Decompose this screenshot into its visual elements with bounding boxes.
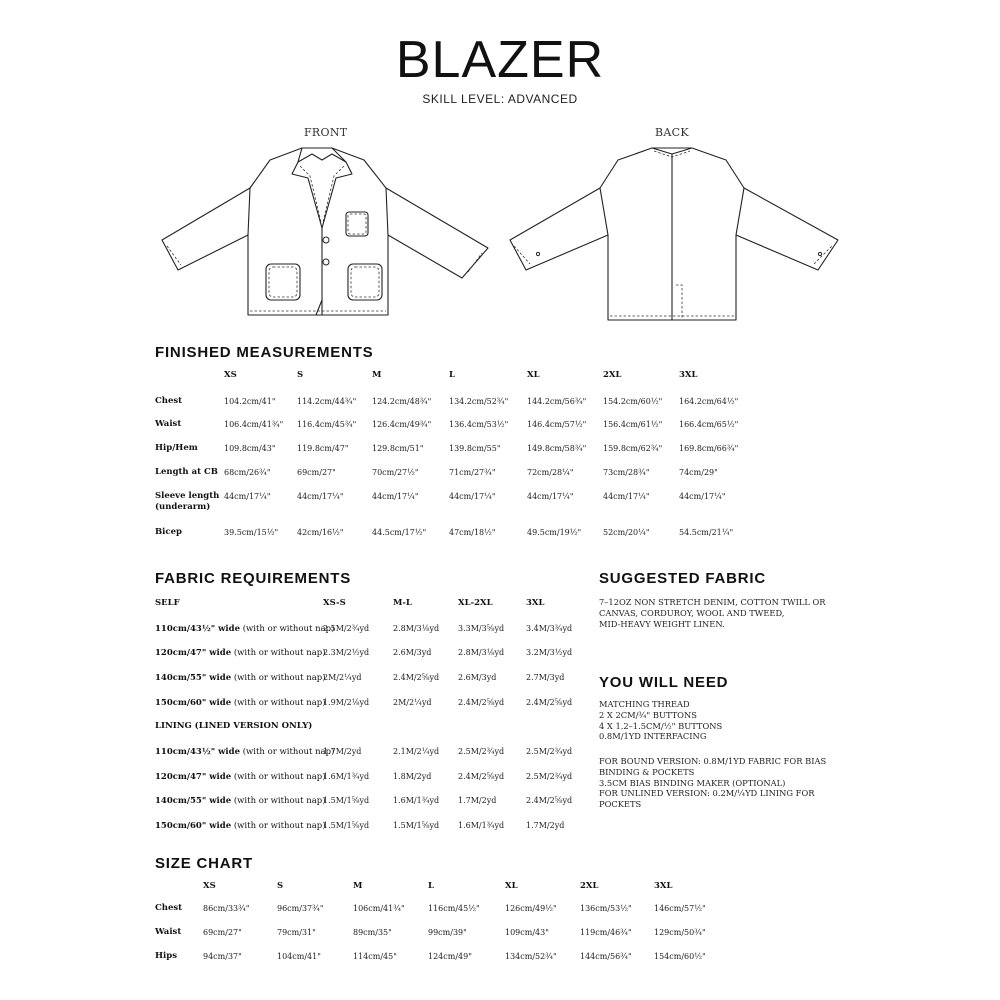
fr-cell: 1.5M/1⅝yd xyxy=(323,796,370,805)
fm-cell: 169.8cm/66¾" xyxy=(679,444,739,453)
sc-size-header: S xyxy=(277,881,284,891)
sc-size-header: XL xyxy=(505,881,518,891)
fm-cell: 44cm/17¼" xyxy=(372,492,419,501)
fm-cell: 124.2cm/48¾" xyxy=(372,397,432,406)
fr-cell: 1.6M/1¾yd xyxy=(458,821,505,830)
sc-cell: 124cm/49" xyxy=(428,952,472,961)
fr-cell: 2.1M/2¼yd xyxy=(393,747,440,756)
front-view-label: FRONT xyxy=(304,126,348,139)
you-will-need-extra: FOR BOUND VERSION: 0.8M/1YD FABRIC FOR BIAS BINDING & POCKETS 3.5CM BIAS BINDING MAKER (OPTIONAL) FOR UNLINED VERSION: 0.2M/¼YD LINING FOR POCKETS xyxy=(599,756,827,810)
finished-measurements-heading: FINISHED MEASUREMENTS xyxy=(155,344,374,361)
sc-size-header: XS xyxy=(203,881,216,891)
blazer-back-illustration xyxy=(500,140,850,325)
fm-cell: 164.2cm/64½" xyxy=(679,397,739,406)
fm-cell: 47cm/18½" xyxy=(449,528,496,537)
fr-column-header: M-L xyxy=(393,598,412,608)
fm-cell: 44cm/17¼" xyxy=(224,492,271,501)
sc-cell: 119cm/46¾" xyxy=(580,928,632,937)
page-title: BLAZER xyxy=(395,31,605,89)
fr-cell: 2.3M/2½yd xyxy=(323,648,370,657)
fm-cell: 146.4cm/57½" xyxy=(527,420,587,429)
fm-cell: 144.2cm/56¾" xyxy=(527,397,587,406)
fm-cell: 166.4cm/65½" xyxy=(679,420,739,429)
fm-cell: 73cm/28¾" xyxy=(603,468,650,477)
fm-cell: 72cm/28¼" xyxy=(527,468,574,477)
fr-cell: 2.6M/3yd xyxy=(393,648,432,657)
fr-cell: 1.5M/1⅝yd xyxy=(393,821,440,830)
fm-cell: 68cm/26¾" xyxy=(224,468,271,477)
sc-cell: 114cm/45" xyxy=(353,952,397,961)
fm-cell: 136.4cm/53½" xyxy=(449,420,509,429)
fr-cell: 2.6M/3yd xyxy=(458,673,497,682)
blazer-front-illustration xyxy=(150,140,500,325)
fr-row-label: 150cm/60" wide (with or without nap) xyxy=(155,698,326,708)
fr-row-label: 120cm/47" wide (with or without nap) xyxy=(155,772,326,782)
fm-row-label: Length at CB xyxy=(155,467,218,477)
self-label: SELF xyxy=(155,598,180,608)
sc-cell: 96cm/37¾" xyxy=(277,904,324,913)
fr-row-label: 110cm/43½" wide (with or without nap) xyxy=(155,624,335,634)
fm-cell: 42cm/16½" xyxy=(297,528,344,537)
fr-cell: 2.8M/3⅛yd xyxy=(458,648,505,657)
fm-cell: 44cm/17¼" xyxy=(297,492,344,501)
fm-cell: 44cm/17¼" xyxy=(449,492,496,501)
fr-cell: 3.2M/3½yd xyxy=(526,648,573,657)
fm-cell: 44cm/17¼" xyxy=(679,492,726,501)
sc-size-header: 3XL xyxy=(654,881,673,891)
fm-cell: 44cm/17¼" xyxy=(603,492,650,501)
fm-size-header: L xyxy=(449,370,455,380)
you-will-need-heading: YOU WILL NEED xyxy=(599,674,729,691)
sc-cell: 99cm/39" xyxy=(428,928,467,937)
fabric-requirements-heading: FABRIC REQUIREMENTS xyxy=(155,570,352,587)
sc-cell: 144cm/56¾" xyxy=(580,952,632,961)
fm-row-label: Bicep xyxy=(155,527,182,537)
fm-cell: 159.8cm/62¾" xyxy=(603,444,663,453)
fr-cell: 2.8M/3⅛yd xyxy=(393,624,440,633)
fr-column-header: XS-S xyxy=(323,598,346,608)
fm-cell: 149.8cm/58¾" xyxy=(527,444,587,453)
fm-cell: 104.2cm/41" xyxy=(224,397,276,406)
fr-cell: 1.7M/2yd xyxy=(323,747,362,756)
fm-cell: 114.2cm/44¾" xyxy=(297,397,357,406)
fr-cell: 2M/2¼yd xyxy=(323,673,362,682)
fm-size-header: S xyxy=(297,370,304,380)
fr-row-label: 110cm/43½" wide (with or without nap) xyxy=(155,747,335,757)
fr-cell: 1.5M/1⅝yd xyxy=(323,821,370,830)
sc-cell: 116cm/45½" xyxy=(428,904,480,913)
sc-cell: 89cm/35" xyxy=(353,928,392,937)
fr-cell: 2.5M/2¾yd xyxy=(526,772,573,781)
fm-cell: 44.5cm/17½" xyxy=(372,528,427,537)
fm-cell: 69cm/27" xyxy=(297,468,336,477)
fm-size-header: 3XL xyxy=(679,370,698,380)
fr-cell: 1.6M/1¾yd xyxy=(393,796,440,805)
sc-cell: 94cm/37" xyxy=(203,952,242,961)
suggested-fabric-text: 7–12OZ NON STRETCH DENIM, COTTON TWILL OR CANVAS, CORDUROY, WOOL AND TWEED, MID-HEAVY WEIGHT LINEN. xyxy=(599,597,826,629)
fr-cell: 2.4M/2⅝yd xyxy=(458,698,505,707)
sc-row-label: Chest xyxy=(155,903,183,913)
fm-size-header: XL xyxy=(527,370,540,380)
fr-cell: 2.5M/2¾yd xyxy=(526,747,573,756)
sc-size-header: M xyxy=(353,881,363,891)
fr-column-header: XL-2XL xyxy=(458,598,493,608)
fm-cell: 44cm/17¼" xyxy=(527,492,574,501)
sc-cell: 86cm/33¾" xyxy=(203,904,250,913)
fr-cell: 2.4M/2⅝yd xyxy=(526,796,573,805)
fr-row-label: 150cm/60" wide (with or without nap) xyxy=(155,821,326,831)
sc-size-header: 2XL xyxy=(580,881,599,891)
fr-cell: 3.4M/3¾yd xyxy=(526,624,573,633)
sc-size-header: L xyxy=(428,881,434,891)
fm-cell: 106.4cm/41¾" xyxy=(224,420,284,429)
fr-row-label: 120cm/47" wide (with or without nap) xyxy=(155,648,326,658)
sc-cell: 79cm/31" xyxy=(277,928,316,937)
sc-cell: 129cm/50¾" xyxy=(654,928,706,937)
lining-label: LINING (LINED VERSION ONLY) xyxy=(155,721,313,731)
sc-row-label: Waist xyxy=(155,927,182,937)
fr-cell: 2.4M/2⅝yd xyxy=(393,673,440,682)
size-chart-heading: SIZE CHART xyxy=(155,855,253,872)
fr-cell: 1.6M/1¾yd xyxy=(323,772,370,781)
fm-cell: 139.8cm/55" xyxy=(449,444,501,453)
sc-cell: 154cm/60½" xyxy=(654,952,706,961)
suggested-fabric-heading: SUGGESTED FABRIC xyxy=(599,570,766,587)
fm-cell: 134.2cm/52¾" xyxy=(449,397,509,406)
fr-cell: 2.4M/2⅝yd xyxy=(458,772,505,781)
skill-level: SKILL LEVEL: ADVANCED xyxy=(422,92,578,106)
sc-cell: 69cm/27" xyxy=(203,928,242,937)
fm-cell: 126.4cm/49¾" xyxy=(372,420,432,429)
fr-cell: 2.5M/2¾yd xyxy=(323,624,370,633)
fm-cell: 49.5cm/19½" xyxy=(527,528,582,537)
fm-row-label: Waist xyxy=(155,419,182,429)
fr-cell: 2.7M/3yd xyxy=(526,673,565,682)
fr-cell: 2.4M/2⅝yd xyxy=(526,698,573,707)
fr-cell: 1.8M/2yd xyxy=(393,772,432,781)
sc-cell: 109cm/43" xyxy=(505,928,549,937)
fm-cell: 74cm/29" xyxy=(679,468,718,477)
fr-cell: 1.7M/2yd xyxy=(526,821,565,830)
fm-cell: 71cm/27¾" xyxy=(449,468,496,477)
fr-row-label: 140cm/55" wide (with or without nap) xyxy=(155,673,326,683)
fm-cell: 109.8cm/43" xyxy=(224,444,276,453)
fm-size-header: 2XL xyxy=(603,370,622,380)
fr-cell: 2M/2¼yd xyxy=(393,698,432,707)
sc-row-label: Hips xyxy=(155,951,177,961)
fr-column-header: 3XL xyxy=(526,598,545,608)
sc-cell: 136cm/53½" xyxy=(580,904,632,913)
fr-row-label: 140cm/55" wide (with or without nap) xyxy=(155,796,326,806)
fm-cell: 52cm/20¼" xyxy=(603,528,650,537)
fm-row-label: Hip/Hem xyxy=(155,443,198,453)
sc-cell: 104cm/41" xyxy=(277,952,321,961)
fr-cell: 1.7M/2yd xyxy=(458,796,497,805)
sc-cell: 146cm/57½" xyxy=(654,904,706,913)
fr-cell: 2.5M/2¾yd xyxy=(458,747,505,756)
you-will-need-list: MATCHING THREAD 2 X 2CM/¾" BUTTONS 4 X 1.2–1.5CM/½" BUTTONS 0.8M/1YD INTERFACING xyxy=(599,699,723,742)
fm-row-label: Sleeve length xyxy=(155,491,220,501)
fm-cell: 154.2cm/60½" xyxy=(603,397,663,406)
fm-cell: 129.8cm/51" xyxy=(372,444,424,453)
fr-cell: 3.3M/3⅝yd xyxy=(458,624,505,633)
fm-size-header: XS xyxy=(224,370,237,380)
sc-cell: 126cm/49½" xyxy=(505,904,557,913)
fm-row-label: Chest xyxy=(155,396,183,406)
fm-size-header: M xyxy=(372,370,382,380)
fm-cell: 119.8cm/47" xyxy=(297,444,349,453)
fm-row-label-note: (underarm) xyxy=(155,502,211,512)
fm-cell: 116.4cm/45¾" xyxy=(297,420,357,429)
back-view-label: BACK xyxy=(655,126,689,139)
fm-cell: 70cm/27½" xyxy=(372,468,419,477)
sc-cell: 134cm/52¾" xyxy=(505,952,557,961)
fm-cell: 54.5cm/21¼" xyxy=(679,528,734,537)
fm-cell: 39.5cm/15½" xyxy=(224,528,279,537)
sc-cell: 106cm/41¾" xyxy=(353,904,405,913)
fm-cell: 156.4cm/61½" xyxy=(603,420,663,429)
fr-cell: 1.9M/2⅛yd xyxy=(323,698,370,707)
